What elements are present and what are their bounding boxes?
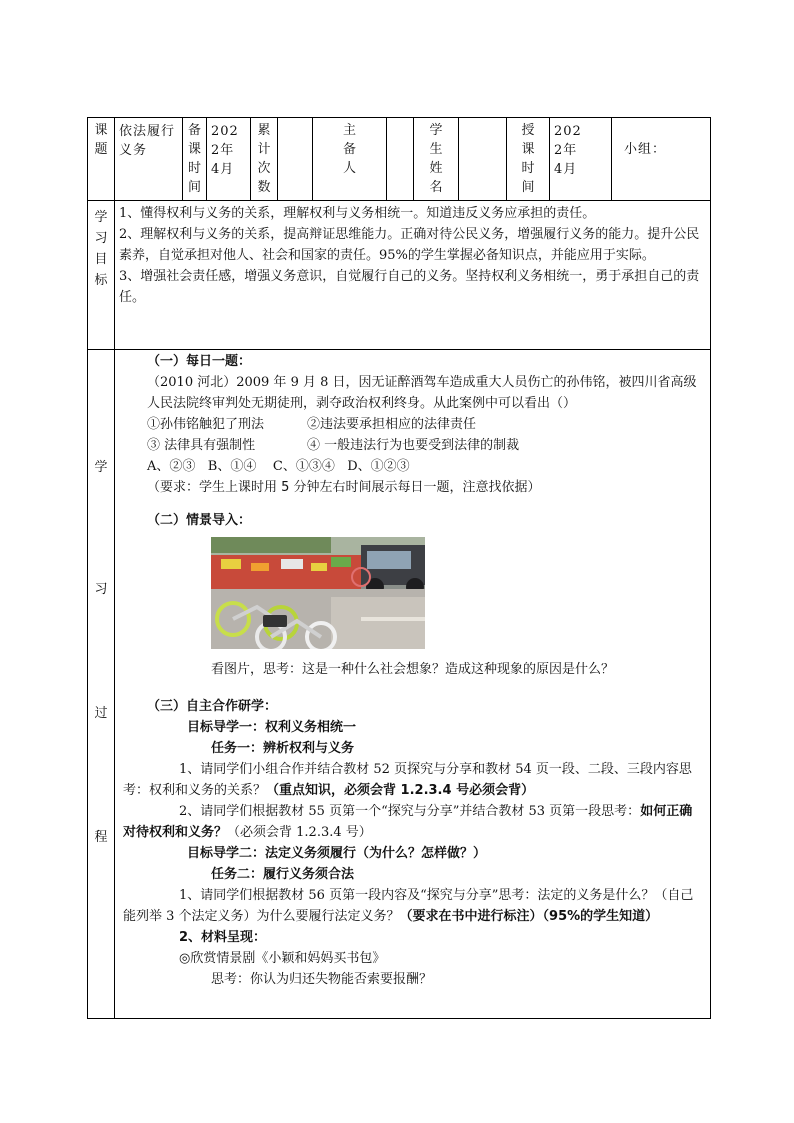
goal-item-1: 1、懂得权利与义务的关系，理解权利与义务相统一。知道违反义务应承担的责任。 — [119, 206, 596, 221]
process-label-char-4: 程 — [94, 830, 108, 845]
task-1-item-1 — [123, 759, 704, 801]
option-3: ③ 法律具有强制性 — [147, 438, 256, 453]
process-label — [88, 350, 114, 1018]
student-name-value — [459, 118, 506, 122]
scenario-heading: （二）情景导入： — [147, 513, 252, 528]
process-label-char-2: 习 — [94, 582, 108, 597]
task-2-item-1-text: 1、请同学们根据教材 56 页第一段内容及“探究与分享”思考：法定的义务是什么？（自己能列举 3 个法定义务）为什么要履行法定义务？ — [123, 888, 694, 924]
answer-choices: A、②③ B、①④ C、①③④ D、①②③ — [147, 459, 410, 474]
lesson-plan-table — [87, 117, 711, 1019]
spacer — [123, 498, 704, 510]
goal-item-2: 2、理解权利与义务的关系，提高辩证思维能力。正确对待公民义务，增强履行义务的能力。提升公民素养，自觉承担对他人、社会和国家的责任。95%的学生掌握必备知识点，并能应用于实际。 — [119, 227, 700, 263]
requirement-text: （要求：学生上课时用 5 分钟左右时间展示每日一题，注意找依据） — [147, 480, 541, 495]
prep-time-label: 备课时间 — [188, 123, 203, 195]
option-4: ④ 一般违法行为也要受到法律的制裁 — [307, 438, 520, 453]
task-1-item-2-emphasis: 如何正确对待权利和义务？ — [123, 804, 693, 840]
goal-item-3: 3、增强社会责任感，增强义务意识，自觉履行自己的义务。坚持权利义务相统一，勇于承担自己的责任。 — [119, 269, 700, 305]
task-2-item-2: 2、材料呈现： — [179, 930, 267, 945]
process-content — [115, 351, 710, 990]
count-value — [278, 118, 312, 122]
main-preparer-label: 主备人 — [343, 123, 358, 176]
task-2-item-1-emphasis: （要求在书中进行标注）（95%的学生知道） — [399, 909, 659, 924]
group-label: 小组： — [624, 142, 667, 157]
question-options-row-1 — [123, 414, 704, 435]
question-stem: （2010 河北）2009 年 9 月 8 日，因无证醉酒驾车造成重大人员伤亡的孙伟铭，被四川省高级人民法院终审判处无期徒刑，剥夺政治权利终身。从此案例中可以看出（） — [147, 375, 697, 411]
image-question: 看图片，思考：这是一种什么社会想象？造成这种现象的原因是什么？ — [211, 662, 615, 677]
option-1: ①孙伟铭触犯了刑法 — [147, 417, 265, 432]
goals-content — [115, 201, 710, 308]
teaching-time-value: 2022年4月 — [554, 124, 582, 177]
bicycles-image-icon — [211, 537, 425, 649]
guided-goal-1: 目标导学一：权利义务相统一 — [187, 720, 357, 735]
topic-label: 课题 — [94, 123, 109, 157]
student-name-label: 学生姓名 — [429, 123, 444, 195]
teaching-time-label: 授课时间 — [521, 123, 536, 195]
guided-goal-2: 目标导学二：法定义务须履行（为什么？怎样做？） — [187, 846, 487, 861]
option-2: ②违法要承担相应的法律责任 — [307, 417, 477, 432]
shared-bicycles-photo — [211, 537, 425, 649]
task-1-item-1-emphasis: （重点知识，必须会背 1.2.3.4 号必须会背） — [266, 783, 535, 798]
topic-value: 依法履行义务 — [119, 124, 176, 158]
count-label: 累计次数 — [257, 123, 272, 195]
daily-question-requirement — [123, 477, 704, 498]
task-1-item-2-note: （必须会背 1.2.3.4 号） — [227, 825, 372, 840]
question-options-row-2 — [123, 435, 704, 456]
prep-time-value: 2022年4月 — [211, 124, 239, 177]
reflection-question: 思考：你认为归还失物能否索要报酬？ — [211, 972, 433, 987]
process-label-char-1: 学 — [94, 460, 108, 475]
task-2-item-1 — [123, 885, 704, 927]
cooperative-study-heading: （三）自主合作研学： — [147, 699, 278, 714]
header-row — [88, 118, 711, 201]
task-1-item-2-text: 2、请同学们根据教材 55 页第一个“探究与分享”并结合教材 53 页第一段思考： — [179, 804, 641, 819]
situation-drama: ◎欣赏情景剧《小颖和妈妈买书包》 — [179, 951, 386, 966]
process-row — [88, 350, 711, 1019]
spacer — [123, 680, 704, 696]
task-1-item-1-text: 1、请同学们小组合作并结合教材 52 页探究与分享和教材 54 页一段、二段、三段内容思考：权利和义务的关系？ — [123, 762, 692, 798]
daily-question-heading: （一）每日一题： — [147, 354, 252, 369]
process-label-char-3: 过 — [94, 706, 108, 721]
task-1-item-2 — [123, 801, 704, 843]
goals-row — [88, 201, 711, 350]
task-2-heading: 任务二：履行义务须合法 — [211, 867, 355, 882]
goals-label: 学习目标 — [94, 210, 108, 288]
main-preparer-value — [387, 118, 413, 122]
task-1-heading: 任务一：辨析权利与义务 — [211, 741, 355, 756]
